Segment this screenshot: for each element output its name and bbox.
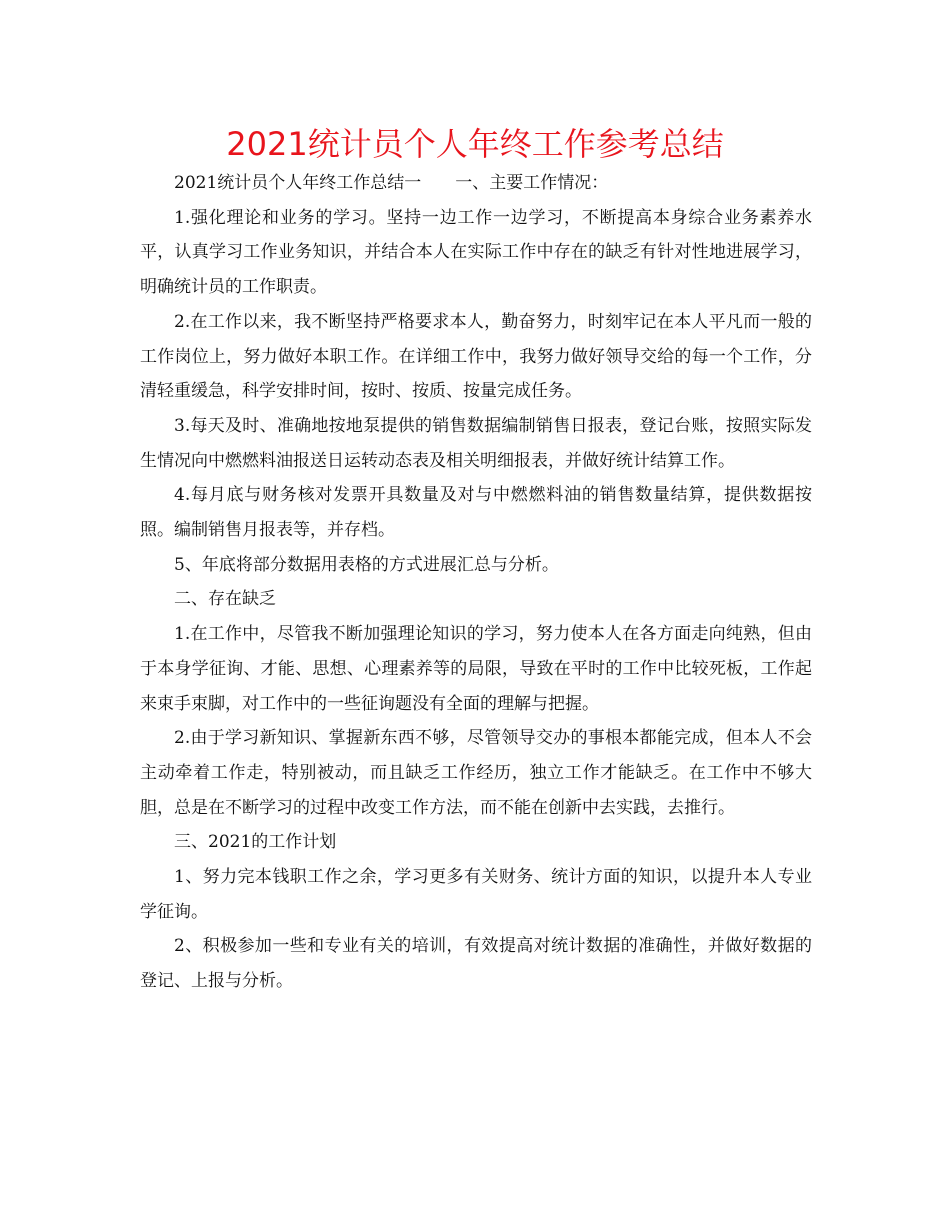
- paragraph-work-4: 4.每月底与财务核对发票开具数量及对与中燃燃料油的销售数量结算，提供数据按照。编制销售月报表等，并存档。: [140, 485, 812, 541]
- paragraph-shortcoming-2: 2.由于学习新知识、掌握新东西不够，尽管领导交办的事根本都能完成，但本人不会主动牵着工作走，特别被动，而且缺乏工作经历，独立工作才能缺乏。在工作中不够大胆，总是在不断学习的过程中改变工作方法，而不能在创新中去实践，去推行。: [140, 728, 812, 818]
- paragraph-work-1: 1.强化理论和业务的学习。坚持一边工作一边学习，不断提高本身综合业务素养水平，认真学习工作业务知识，并结合本人在实际工作中存在的缺乏有针对性地进展学习，明确统计员的工作职责。: [140, 207, 812, 298]
- paragraph-plan-2: 2、积极参加一些和专业有关的培训，有效提高对统计数据的准确性，并做好数据的登记、上报与分析。: [140, 936, 812, 992]
- document-title: 2021统计员个人年终工作参考总结: [226, 125, 724, 163]
- paragraph-intro: 2021统计员个人年终工作总结一 一、主要工作情况：: [174, 173, 609, 193]
- paragraph-plan-1: 1、努力完本钱职工作之余，学习更多有关财务、统计方面的知识，以提升本人专业学征询。: [140, 867, 812, 922]
- section-heading-plan: 三、2021的工作计划: [174, 832, 337, 853]
- paragraph-work-5: 5、年底将部分数据用表格的方式进展汇总与分析。: [174, 554, 559, 575]
- paragraph-shortcoming-1: 1.在工作中，尽管我不断加强理论知识的学习，努力使本人在各方面走向纯熟，但由于本身学征询、才能、思想、心理素养等的局限，导致在平时的工作中比较死板，工作起来束手束脚，对工作中的一些征询题没有全面的理解与把握。: [140, 624, 812, 714]
- section-heading-shortcomings: 二、存在缺乏: [174, 589, 276, 610]
- paragraph-work-2: 2.在工作以来，我不断坚持严格要求本人，勤奋努力，时刻牢记在本人平凡而一般的工作岗位上，努力做好本职工作。在详细工作中，我努力做好领导交给的每一个工作，分清轻重缓急，科学安排时间，按时、按质、按量完成任务。: [140, 311, 812, 402]
- document-body: [140, 166, 812, 999]
- paragraph-work-3: 3.每天及时、准确地按地泵提供的销售数据编制销售日报表，登记台账，按照实际发生情况向中燃燃料油报送日运转动态表及相关明细报表，并做好统计结算工作。: [140, 415, 812, 471]
